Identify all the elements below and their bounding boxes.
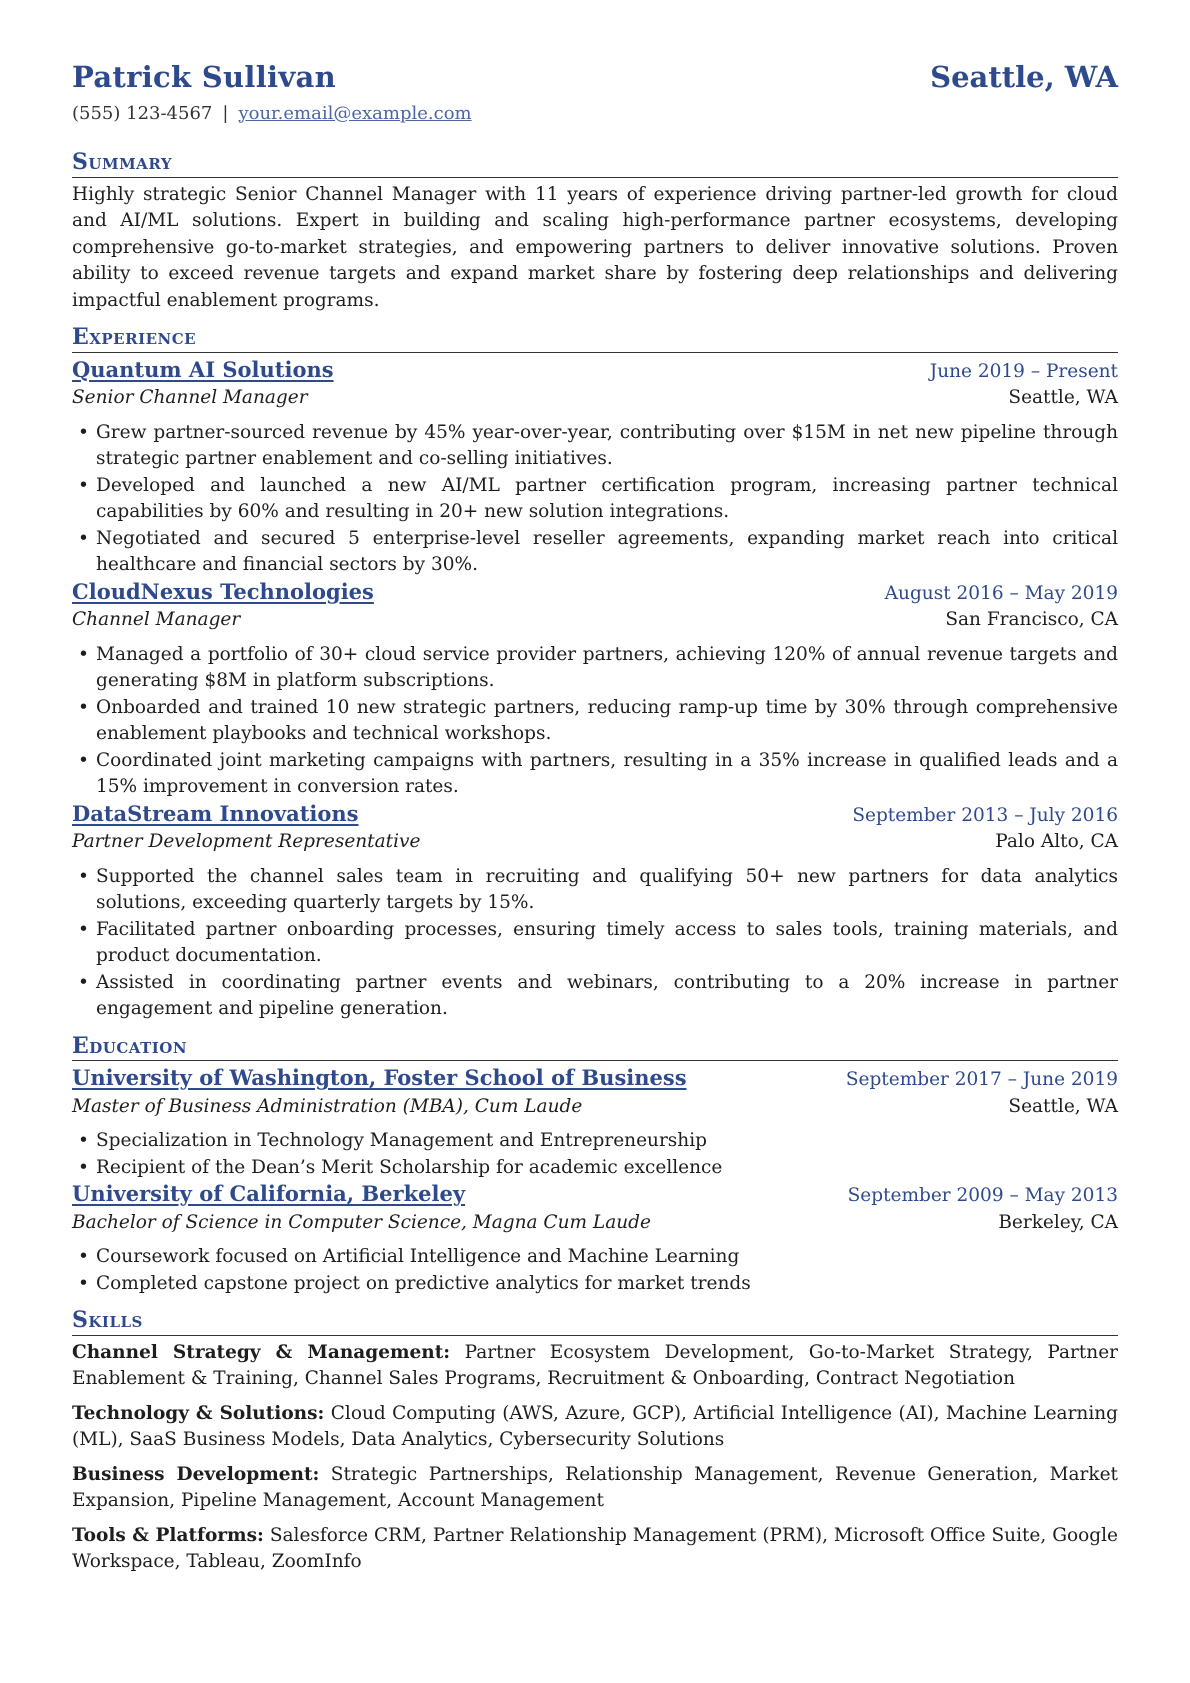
skill-list: Salesforce CRM, Partner Relationship Management (PRM), Microsoft Office Suite, Google Workspace, Tableau, ZoomInfo	[72, 1524, 1118, 1572]
company-link[interactable]: DataStream Innovations	[72, 800, 359, 826]
summary-text: Highly strategic Senior Channel Manager with 11 years of experience driving partner-led growth for cloud and AI/ML solutions. Expert in building and scaling high-performance partner ecosystems, developing comprehensive go-to-market strategies, and empowering partners to deliver innovative solutions. Proven ability to exceed revenue targets and expand market share by fostering deep relationships and delivering impactful enablement programs.	[72, 183, 1118, 311]
achievement-list	[72, 420, 1118, 579]
list-item: • Developed and launched a new AI/ML partner certification program, increasing partner technical capabilities by 60% and resulting in 20+ new solution integrations.	[72, 473, 1118, 526]
school-link[interactable]: University of Washington, Foster School of Business	[72, 1065, 687, 1090]
education-detail-list	[72, 1244, 1118, 1297]
experience-heading: Experience	[72, 324, 1118, 353]
employment-dates: September 2013 – July 2016	[852, 804, 1118, 826]
email-link[interactable]: your.email@example.com	[238, 102, 472, 124]
list-item: • Coordinated joint marketing campaigns with partners, resulting in a 35% increase in qualified leads and a 15% improvement in conversion rates.	[72, 748, 1118, 801]
education-detail-list	[72, 1128, 1118, 1181]
list-item: • Completed capstone project on predictive analytics for market trends	[72, 1271, 1118, 1298]
school-location: Berkeley, CA	[998, 1211, 1118, 1233]
list-item: • Coursework focused on Artificial Intelligence and Machine Learning	[72, 1244, 1118, 1271]
job-title: Senior Channel Manager	[72, 387, 308, 408]
school-link[interactable]: University of California, Berkeley	[72, 1181, 466, 1206]
employment-dates: August 2016 – May 2019	[884, 582, 1118, 604]
degree: Bachelor of Science in Computer Science, Magna Cum Laude	[72, 1211, 651, 1233]
skill-category: Channel Strategy & Management:	[72, 1341, 451, 1363]
job-location: Palo Alto, CA	[995, 831, 1118, 852]
skill-list: Strategic Partnerships, Relationship Management, Revenue Generation, Market Expansion, Pipeline Management, Account Management	[72, 1463, 1118, 1511]
experience-entry	[72, 357, 1118, 579]
list-item: • Specialization in Technology Management and Entrepreneurship	[72, 1128, 1118, 1155]
list-item: • Grew partner-sourced revenue by 45% year-over-year, contributing over $15M in net new pipeline through strategic partner enablement and co-selling initiatives.	[72, 420, 1118, 473]
candidate-name: Patrick Sullivan	[72, 60, 336, 94]
job-location: Seattle, WA	[1008, 387, 1118, 408]
list-item: • Onboarded and trained 10 new strategic partners, reducing ramp-up time by 30% through comprehensive enablement playbooks and technical workshops.	[72, 695, 1118, 748]
skill-group	[72, 1340, 1118, 1393]
phone-number: (555) 123-4567	[72, 102, 213, 124]
list-item: • Negotiated and secured 5 enterprise-level reseller agreements, expanding market reach into critical healthcare and financial sectors by 30%.	[72, 526, 1118, 579]
achievement-list	[72, 864, 1118, 1023]
school-location: Seattle, WA	[1008, 1095, 1118, 1117]
job-title: Partner Development Representative	[72, 831, 421, 852]
skill-category: Business Development:	[72, 1463, 320, 1485]
achievement-list	[72, 642, 1118, 801]
education-entry	[72, 1181, 1118, 1297]
skill-list: Partner Ecosystem Development, Go-to-Market Strategy, Partner Enablement & Training, Channel Sales Programs, Recruitment & Onboarding, Contract Negotiation	[72, 1341, 1118, 1389]
job-location: San Francisco, CA	[945, 609, 1118, 630]
candidate-location: Seattle, WA	[930, 60, 1118, 94]
job-title: Channel Manager	[72, 609, 241, 630]
education-entry	[72, 1065, 1118, 1181]
contact-line	[72, 101, 1118, 128]
employment-dates: June 2019 – Present	[929, 360, 1118, 382]
skill-category: Technology & Solutions:	[72, 1402, 325, 1424]
experience-entry	[72, 579, 1118, 801]
company-link[interactable]: Quantum AI Solutions	[72, 356, 334, 382]
list-item: • Supported the channel sales team in recruiting and qualifying 50+ new partners for data analytics solutions, exceeding quarterly targets by 15%.	[72, 864, 1118, 917]
degree: Master of Business Administration (MBA), Cum Laude	[72, 1095, 583, 1117]
contact-separator: |	[222, 102, 229, 124]
education-heading: Education	[72, 1033, 1118, 1062]
skills-heading: Skills	[72, 1307, 1118, 1336]
list-item: • Recipient of the Dean’s Merit Scholarship for academic excellence	[72, 1155, 1118, 1182]
experience-entry	[72, 801, 1118, 1023]
study-dates: September 2017 – June 2019	[845, 1069, 1118, 1090]
list-item: • Facilitated partner onboarding processes, ensuring timely access to sales tools, training materials, and product documentation.	[72, 917, 1118, 970]
resume-header	[72, 60, 1118, 94]
list-item: • Assisted in coordinating partner events and webinars, contributing to a 20% increase in partner engagement and pipeline generation.	[72, 970, 1118, 1023]
company-link[interactable]: CloudNexus Technologies	[72, 578, 374, 604]
skill-group	[72, 1401, 1118, 1454]
skill-group	[72, 1462, 1118, 1515]
study-dates: September 2009 – May 2013	[847, 1185, 1118, 1206]
skill-group	[72, 1523, 1118, 1576]
skill-list: Cloud Computing (AWS, Azure, GCP), Artificial Intelligence (AI), Machine Learning (ML), SaaS Business Models, Data Analytics, Cybersecurity Solutions	[72, 1402, 1118, 1450]
list-item: • Managed a portfolio of 30+ cloud service provider partners, achieving 120% of annual revenue targets and generating $8M in platform subscriptions.	[72, 642, 1118, 695]
skill-category: Tools & Platforms:	[72, 1524, 264, 1546]
summary-heading: Summary	[72, 149, 1118, 178]
